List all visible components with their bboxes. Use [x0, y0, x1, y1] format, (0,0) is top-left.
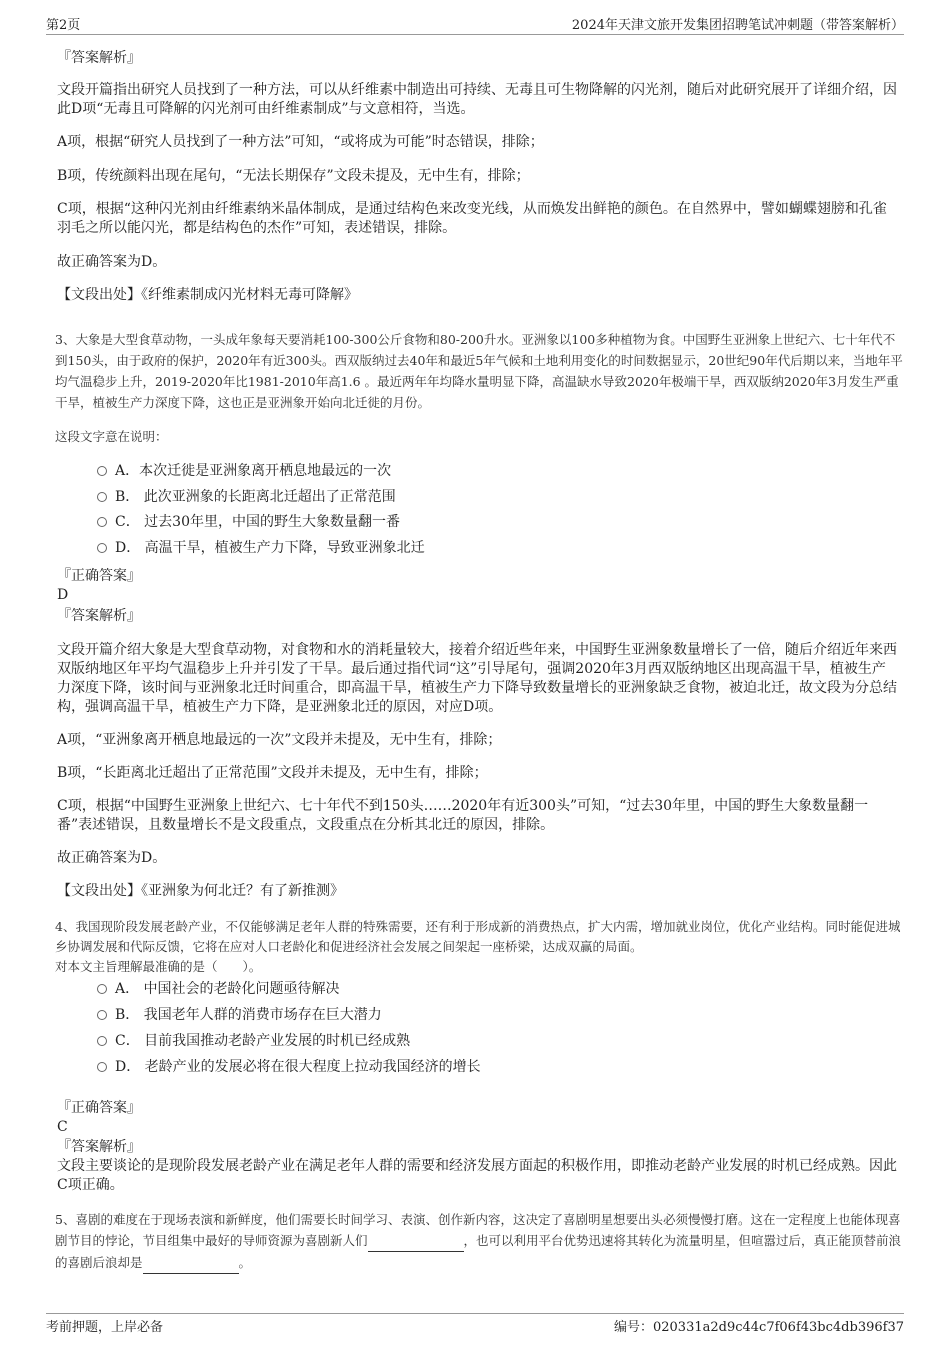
- q5-blank-2[interactable]: [143, 1252, 239, 1274]
- q3-analysis-main: 文段开篇介绍大象是大型食草动物，对食物和水的消耗量较大，接着介绍近些年来，中国野生亚洲象数量增长了一倍，随后介绍近年来西双版纳地区年平均气温稳步上升并引发了干旱。最后通过指代词“这”引导尾句，强调2020年3月西双版纳地区出现高温干旱，植被生产力深度下降，该时间与亚洲象北迁时间重合，即高温干旱，植被生产力下降导致数量增长的亚洲象缺乏食物，被迫北迁，故文段为分总结构，强调高温干旱，植被生产力下降，是亚洲象北迁的原因，对应D项。: [57, 642, 897, 715]
- q4-option-a[interactable]: [97, 979, 340, 999]
- q3-analysis-c: C项，根据“中国野生亚洲象上世纪六、七十年代不到150头……2020年有近300头”可知，“过去30年里，中国的野生大象数量翻一番”表述错误，且数量增长不是文段重点，文段重点在分析其北迁的原因，排除。: [57, 798, 869, 833]
- q5-stem-part3: 。: [238, 1255, 252, 1270]
- q3-option-d-label: D． 高温干旱，植被生产力下降，导致亚洲象北迁: [115, 540, 425, 556]
- q4-stem: 4、我国现阶段发展老龄产业，不仅能够满足老年人群的特殊需要，还有利于形成新的消费热点，扩大内需，增加就业岗位，优化产业结构。同时能促进城乡协调发展和代际反馈，它将在应对人口老龄化和促进经济社会发展之间架起一座桥梁，达成双赢的局面。: [55, 919, 901, 954]
- q4-analysis-main: 文段主要谈论的是现阶段发展老龄产业在满足老年人群的需要和经济发展方面起的积极作用，即推动老龄产业发展的时机已经成熟。因此C项正确。: [57, 1158, 897, 1193]
- q4-correct-answer: C: [57, 1119, 68, 1135]
- q4-option-b-label: B． 我国老年人群的消费市场存在巨大潜力: [115, 1007, 382, 1023]
- q5-stem-part1: 5、喜剧的难度在于现场表演和新鲜度，他们需要长时间学习、表演、创作新内容，这决定了喜剧明星想要出头必须慢慢打磨。这在一定程度上也能体现喜剧节目的悖论，节目组集中最好的导师资源为喜剧新人们: [55, 1212, 901, 1248]
- q3-option-b-label: B． 此次亚洲象的长距离北迁超出了正常范围: [115, 489, 396, 505]
- q5-stem-part2: ，也可以利用平台优势迅速将其转化为流量明星，但喧嚣过后，真正能顶替前浪的喜剧后浪却是: [55, 1233, 902, 1270]
- footer-slogan: 考前押题，上岸必备: [46, 1320, 164, 1335]
- q2-analysis-a: A项，根据“研究人员找到了一种方法”可知，“或将成为可能”时态错误，排除；: [57, 134, 544, 150]
- q3-prompt: 这段文字意在说明：: [55, 429, 168, 444]
- q4-option-c[interactable]: [97, 1031, 410, 1051]
- radio-icon[interactable]: [97, 1036, 107, 1046]
- q2-analysis-c: C项，根据“这种闪光剂由纤维素纳米晶体制成，是通过结构色来改变光线，从而焕发出鲜艳的颜色。在自然界中，譬如蝴蝶翅膀和孔雀羽毛之所以能闪光，都是结构色的杰作”可知，表述错误，排除。: [57, 201, 887, 236]
- q3-option-a[interactable]: [97, 461, 391, 481]
- radio-icon[interactable]: [97, 466, 107, 476]
- q3-option-c[interactable]: [97, 512, 400, 532]
- radio-icon[interactable]: [97, 1062, 107, 1072]
- q4-option-d[interactable]: [97, 1057, 481, 1077]
- radio-icon[interactable]: [97, 1010, 107, 1020]
- q3-analysis-b: B项，“长距离北迁超出了正常范围”文段并未提及，无中生有，排除；: [57, 765, 488, 781]
- q4-prompt: 对本文主旨理解最准确的是（ ）。: [55, 959, 262, 974]
- page-number: 第2页: [46, 18, 81, 33]
- q3-analysis-a: A项，“亚洲象离开栖息地最远的一次”文段并未提及，无中生有，排除；: [57, 732, 502, 748]
- q4-analysis-label: 『答案解析』: [57, 1139, 141, 1155]
- document-title: 2024年天津文旅开发集团招聘笔试冲刺题（带答案解析）: [571, 18, 904, 33]
- radio-icon[interactable]: [97, 543, 107, 553]
- q4-option-b[interactable]: [97, 1005, 382, 1025]
- page-header: [46, 14, 904, 35]
- radio-icon[interactable]: [97, 517, 107, 527]
- q5-blank-1[interactable]: [368, 1230, 464, 1252]
- q2-analysis-label: 『答案解析』: [57, 50, 141, 66]
- q4-option-a-label: A． 中国社会的老龄化问题亟待解决: [115, 981, 340, 997]
- q2-source: 【文段出处】《纤维素制成闪光材料无毒可降解》: [57, 287, 358, 303]
- document-id: 编号：020331a2d9c44c7f06f43bc4db396f37: [613, 1320, 904, 1335]
- q3-option-a-label: A．本次迁徙是亚洲象离开栖息地最远的一次: [115, 463, 392, 479]
- q3-correct-label: 『正确答案』: [57, 568, 141, 584]
- q3-option-d[interactable]: [97, 538, 425, 558]
- radio-icon[interactable]: [97, 492, 107, 502]
- q5-stem: [55, 1209, 905, 1274]
- q3-option-b[interactable]: [97, 487, 396, 507]
- q2-analysis-b: B项，传统颜料出现在尾句，“无法长期保存”文段未提及，无中生有，排除；: [57, 168, 530, 184]
- q4-correct-label: 『正确答案』: [57, 1100, 141, 1116]
- q3-option-c-label: C． 过去30年里，中国的野生大象数量翻一番: [115, 514, 400, 530]
- q2-conclusion: 故正确答案为D。: [57, 254, 167, 270]
- q4-option-d-label: D． 老龄产业的发展必将在很大程度上拉动我国经济的增长: [115, 1059, 481, 1075]
- page-footer: [46, 1313, 904, 1335]
- q3-conclusion: 故正确答案为D。: [57, 850, 167, 866]
- q3-analysis-label: 『答案解析』: [57, 608, 141, 624]
- q3-source: 【文段出处】《亚洲象为何北迁？有了新推测》: [57, 883, 344, 899]
- q3-stem: 3、大象是大型食草动物，一头成年象每天要消耗100-300公斤食物和80-200升水。亚洲象以100多种植物为食。中国野生亚洲象上世纪六、七十年代不到150头，由于政府的保护，2020年有近300头。西双版纳过去40年和最近5年气候和土地利用变化的时间数据显示，20世纪90年代后期以来，当地年平均气温稳步上升，2019-2020年比1981-2010年高1.6 。最近两年年均降水量明显下降，高温缺水导致2020年极端干旱，西双版纳2020年3月发生严重干旱，植被生产力深度下降，这也正是亚洲象开始向北迁徙的月份。: [55, 332, 903, 410]
- q4-option-c-label: C． 目前我国推动老龄产业发展的时机已经成熟: [115, 1033, 411, 1049]
- q3-correct-answer: D: [57, 587, 69, 603]
- q2-analysis-main: 文段开篇指出研究人员找到了一种方法，可以从纤维素中制造出可持续、无毒且可生物降解的闪光剂，随后对此研究展开了详细介绍，因此D项“无毒且可降解的闪光剂可由纤维素制成”与文意相符，当选。: [57, 82, 897, 117]
- radio-icon[interactable]: [97, 984, 107, 994]
